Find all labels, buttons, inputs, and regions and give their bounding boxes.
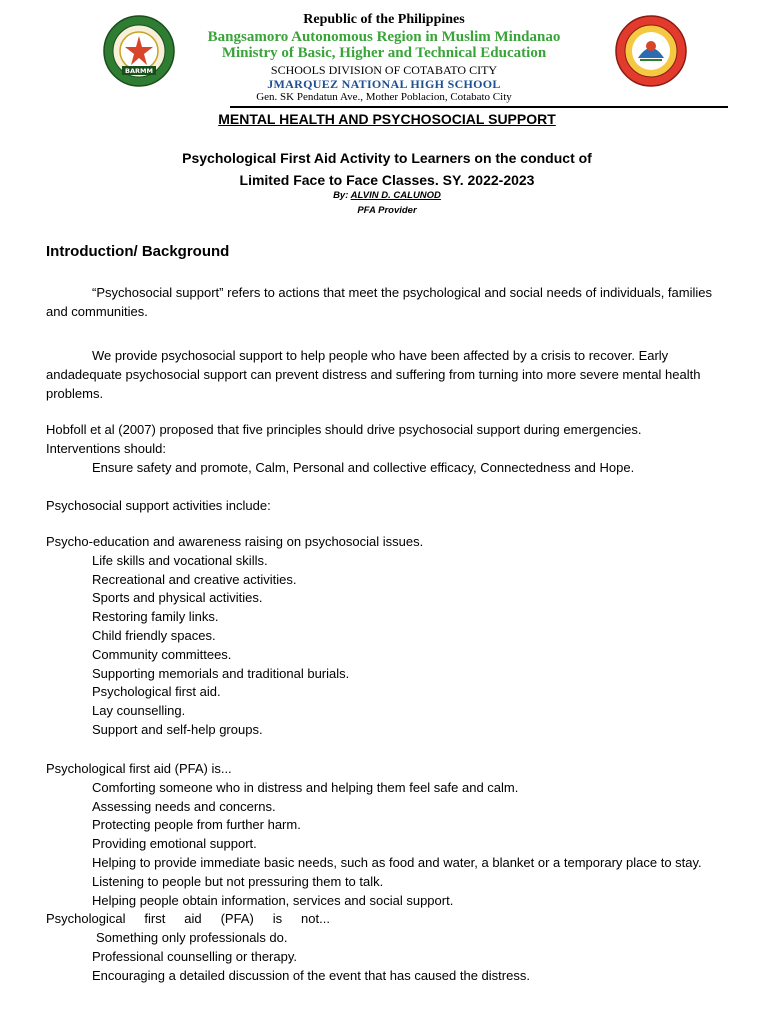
list-item: Professional counselling or therapy. bbox=[92, 948, 297, 964]
heading-word: is bbox=[272, 911, 283, 927]
paragraph-line: Ensure safety and promote, Calm, Personal and collective efficacy, Connectedness and Hope. bbox=[92, 459, 635, 475]
activities-list bbox=[46, 533, 728, 740]
paragraph-line: Interventions should: bbox=[46, 440, 166, 456]
paragraph-crisis-support bbox=[46, 347, 728, 403]
paragraph-text: “Psychosocial support” refers to actions that meet the psychological and social needs of individuals, families and communities. bbox=[46, 285, 712, 319]
list-item: Something only professionals do. bbox=[96, 930, 288, 946]
list-item: Sports and physical activities. bbox=[92, 590, 263, 606]
list-item: Lay counselling. bbox=[92, 703, 186, 719]
author-prefix: By: bbox=[333, 190, 351, 201]
list-item: Providing emotional support. bbox=[92, 836, 257, 852]
intro-heading: Introduction/ Background bbox=[46, 243, 230, 260]
document-subtitle-line2: Limited Face to Face Classes. SY. 2022-2023 bbox=[239, 172, 535, 188]
letterhead bbox=[0, 0, 768, 110]
list-item: Psychological first aid. bbox=[92, 684, 221, 700]
list-item: Supporting memorials and traditional burials. bbox=[92, 665, 350, 681]
list-item: Protecting people from further harm. bbox=[92, 817, 301, 833]
heading-word: (PFA) bbox=[220, 911, 254, 927]
author-name: ALVIN D. CALUNOD bbox=[350, 190, 441, 201]
author-role: PFA Provider bbox=[357, 205, 417, 216]
list-item: Listening to people but not pressuring them to talk. bbox=[92, 873, 384, 889]
activities-intro: Psychosocial support activities include: bbox=[46, 498, 271, 513]
paragraph-text: We provide psychosocial support to help people who have been affected by a crisis to recover. Early andadequate psychosocial support can prevent distress and suffering from turning into more severe mental health problems. bbox=[46, 348, 701, 401]
heading-word: Psychological bbox=[46, 911, 126, 927]
pfa-section bbox=[46, 760, 728, 986]
letterhead-division: SCHOOLS DIVISION OF COTABATO CITY bbox=[270, 63, 498, 77]
list-item: Comforting someone who in distress and helping them feel safe and calm. bbox=[92, 779, 519, 795]
list-item: Restoring family links. bbox=[92, 609, 219, 625]
paragraph-line: Hobfoll et al (2007) proposed that five principles should drive psychosocial support during emergencies. bbox=[46, 422, 642, 437]
list-item: Life skills and vocational skills. bbox=[92, 552, 268, 568]
list-item: Recreational and creative activities. bbox=[92, 571, 297, 587]
section-title: MENTAL HEALTH AND PSYCHOSOCIAL SUPPORT bbox=[218, 111, 556, 127]
list-item: Helping to provide immediate basic needs, such as food and water, a blanket or a temporary place to stay. bbox=[92, 854, 702, 870]
letterhead-address: Gen. SK Pendatun Ave., Mother Poblacion, Cotabato City bbox=[256, 91, 512, 103]
list-item: Helping people obtain information, services and social support. bbox=[92, 892, 454, 908]
heading-word: not... bbox=[301, 911, 330, 927]
letterhead-school: JMARQUEZ NATIONAL HIGH SCHOOL bbox=[267, 77, 501, 91]
heading-word: aid bbox=[184, 911, 202, 927]
list-item: Child friendly spaces. bbox=[92, 627, 216, 643]
pfa-is-heading: Psychological first aid (PFA) is... bbox=[46, 761, 232, 776]
paragraph-hobfoll bbox=[46, 421, 728, 477]
letterhead-ministry: Ministry of Basic, Higher and Technical Education bbox=[221, 45, 547, 61]
author-line bbox=[0, 190, 768, 201]
letterhead-region: Bangsamoro Autonomous Region in Muslim Mindanao bbox=[207, 29, 561, 45]
activities-lead: Psycho-education and awareness raising on psychosocial issues. bbox=[46, 534, 424, 549]
paragraph-psychosocial-definition bbox=[46, 284, 728, 322]
header-divider bbox=[230, 106, 728, 108]
svg-text:BARMM: BARMM bbox=[125, 67, 153, 75]
list-item: Assessing needs and concerns. bbox=[92, 798, 276, 814]
list-item: Community committees. bbox=[92, 646, 232, 662]
list-item: Encouraging a detailed discussion of the event that has caused the distress. bbox=[92, 967, 530, 983]
document-subtitle-line1: Psychological First Aid Activity to Learners on the conduct of bbox=[182, 150, 592, 166]
letterhead-republic: Republic of the Philippines bbox=[303, 12, 465, 27]
heading-word: first bbox=[144, 911, 166, 927]
pfa-not-heading bbox=[46, 910, 330, 929]
list-item: Support and self-help groups. bbox=[92, 721, 263, 737]
